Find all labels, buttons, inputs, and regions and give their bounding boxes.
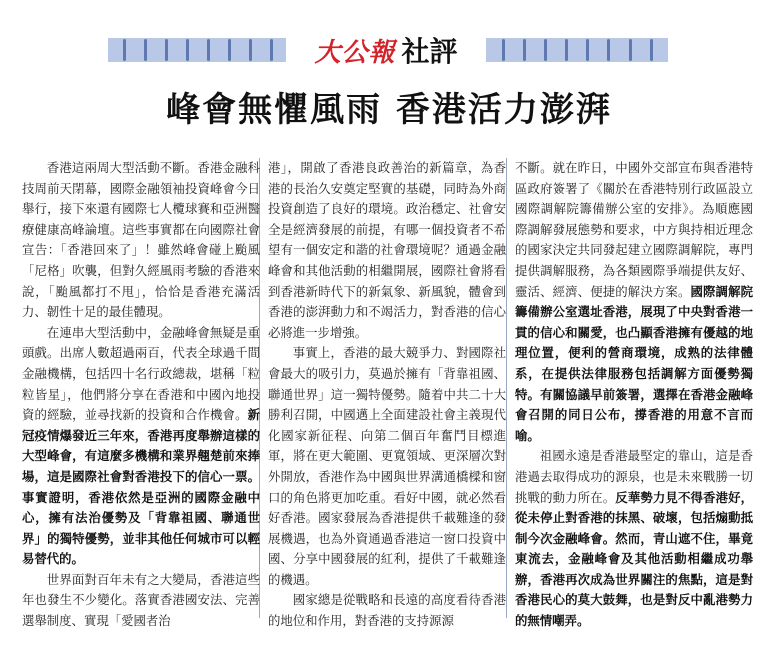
article-paragraph (22, 570, 260, 628)
binder-ring (165, 39, 168, 61)
article-column-1 (22, 158, 260, 628)
binder-ring (144, 39, 147, 61)
column-divider (506, 158, 507, 618)
body-text: 事實上，香港的最大競爭力、對國際社會最大的吸引力，莫過於擁有「背靠祖國、聯通世界」這一獨特優勢。隨着中共二十大勝利召開，中國邁上全面建設社會主義現代化國家新征程、向第二個百年奮鬥目標進軍，將在更大範圍、更寬領域、更深層次對外開放，香港作為中國與世界溝通橋樑和窗口的角色將更加吃重。看好中國，就必然看好香港。國家發展為香港提供千載難逢的發展機遇，也為外資通過香港這一窗口投資中國、分享中國發展的紅利，提供了千載難逢的機遇。 (268, 345, 506, 587)
binder-ring (270, 39, 273, 61)
newspaper-logo: 大公報 (314, 37, 396, 68)
headline: 峰會無懼風雨 香港活力澎湃 (166, 90, 612, 130)
binder-ring (186, 39, 189, 61)
emphasized-text: 國際調解院籌備辦公室選址香港，展現了中央對香港一貫的信心和關愛，也凸顯香港擁有優越的地理位置，便利的營商環境，成熟的法律體系，在提供法律服務包括調解方面優勢獨特。有關協議早前簽署，選擇在香港金融峰會召開的同日公布，撐香港的用意不言而喻。 (515, 283, 753, 443)
binder-ring (228, 39, 231, 61)
section-title: 社評 (401, 35, 458, 68)
emphasized-text: 反華勢力見不得香港好，從未停止對香港的抹黑、破壞，包括煽動抵制今次金融峰會。然而，青山遮不住，畢竟東流去，金融峰會及其他活動相繼成功舉辦，香港再次成為世界關注的焦點，這是對香港民心的莫大鼓舞，也是對反中亂港勢力的無情嘲弄。 (515, 489, 753, 628)
binder-ring (207, 39, 210, 61)
article-column-2 (268, 158, 506, 628)
masthead (286, 30, 486, 70)
article-paragraph (515, 446, 753, 628)
body-text: 祖國永遠是香港最堅定的靠山，這是香港過去取得成功的源泉，也是未來戰勝一切挑戰的動力所在。 (515, 448, 753, 505)
body-text: 國家總是從戰略和長遠的高度看待香港的地位和作用，對香港的支持源源 (268, 592, 506, 628)
article-paragraph (22, 323, 260, 570)
binder-ring (565, 39, 568, 61)
article-paragraph (268, 158, 506, 343)
binder-ring (523, 39, 526, 61)
binder-ring (650, 39, 653, 61)
body-text: 香港這兩周大型活動不斷。香港金融科技周前天閉幕，國際金融領袖投資峰會今日舉行，接下來還有國際七人欖球賽和亞洲醫療健康高峰論壇。這些事實都在向國際社會宣告：「香港回來了」！雖然峰會碰上颱風「尼格」吹襲，但對久經風雨考驗的香港來說，「颱風都打不甩」，恰恰是香港充滿活力、韌性十足的最佳體現。 (22, 160, 260, 320)
binder-ring (544, 39, 547, 61)
article-paragraph (268, 343, 506, 590)
article-paragraph (515, 158, 753, 446)
binder-ring (607, 39, 610, 61)
body-text: 世界面對百年未有之大變局，香港這些年也發生不少變化。落實香港國安法、完善選舉制度、實現「愛國者治 (22, 571, 260, 628)
body-text: 在連串大型活動中，金融峰會無疑是重頭戲。出席人數超過兩百，代表全球過千間金融機構，包括四十名行政總裁，堪稱「粒粒皆星」，他們將分享在香港和中國內地投資的經驗，並尋找新的投資和合作機會。 (22, 324, 260, 423)
article-column-3 (515, 158, 753, 628)
emphasized-text: 新冠疫情爆發近三年來，香港再度舉辦這樣的大型峰會，有這麼多機構和業界翹楚前來捧場，這是國際社會對香港投下的信心一票。事實證明，香港依然是亞洲的國際金融中心，擁有法治優勢及「背靠祖國、聯通世界」的獨特優勢，並非其他任何城市可以輕易替代的。 (22, 407, 260, 567)
article-paragraph (22, 158, 260, 323)
binder-ring (629, 39, 632, 61)
body-text: 不斷。就在昨日，中國外交部宣布與香港特區政府簽署了《關於在香港特別行政區設立國際調解院籌備辦公室的安排》。為順應國際調解發展態勢和要求，中方與持相近理念的國家決定共同發起建立國際調解院，專門提供調解服務，為各類國際爭端提供友好、靈活、經濟、便捷的解決方案。 (515, 160, 753, 299)
binder-ring (502, 39, 505, 61)
body-text: 港」，開啟了香港良政善治的新篇章，為香港的長治久安奠定堅實的基礎，同時為外商投資創造了良好的環境。政治穩定、社會安全是經濟發展的前提，有哪一個投資者不希望有一個安定和諧的社會環境呢？通過金融峰會和其他活動的相繼開展，國際社會將看到香港新時代下的新氣象、新風貌，體會到香港的澎湃動力和不竭活力，對香港的信心必將進一步增強。 (268, 160, 506, 340)
binder-ring (586, 39, 589, 61)
article-paragraph (268, 590, 506, 628)
binder-ring (123, 39, 126, 61)
binder-ring (249, 39, 252, 61)
